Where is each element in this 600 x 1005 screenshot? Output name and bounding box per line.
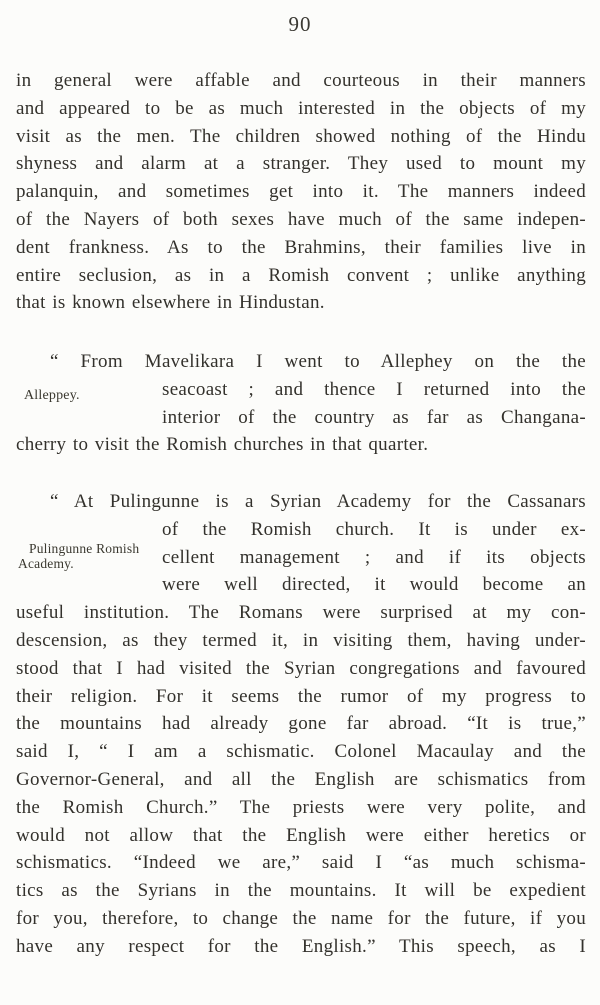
text-line: palanquin, and sometimes get into it. The manners indeed [16,181,586,203]
text-line: their religion. For it seems the rumor of my progress to [16,685,586,707]
text-line: tics as the Syrians in the mountains. It will be expedient [16,880,586,902]
text-line: and appeared to be as much interested in the objects of my [16,97,586,119]
paragraph-2 [16,348,586,459]
text-line: said I, “ I am a schismatic. Colonel Macaulay and the [16,741,586,763]
text-line: “ At Pulingunne is a Syrian Academy for the Cassanars [50,491,586,512]
text-line: visit as the men. The children showed nothing of the Hindu [16,125,586,147]
text-line: useful institution. The Romans were surprised at my con- [16,602,586,624]
text-line: of the Romish church. It is under ex- [162,518,586,540]
text-line: stood that I had visited the Syrian congregations and favoured [16,657,586,679]
text-line: have any respect for the English.” This speech, as I [16,935,586,957]
text-line: for you, therefore, to change the name for the future, if you [16,907,586,929]
text-line: were well directed, it would become an [162,574,586,596]
text-line: descension, as they termed it, in visiting them, having under- [16,629,586,651]
paragraph-1 [16,67,586,317]
page-number: 90 [288,12,312,36]
text-line: cherry to visit the Romish churches in that quarter. [16,434,429,456]
text-line: in general were affable and courteous in their manners [16,70,586,91]
text-line: seacoast ; and thence I returned into the [162,378,586,400]
margin-note-pulingunne-line2: Academy. [18,556,74,571]
margin-note-pulingunne-line1: Pulingunne Romish [29,541,140,556]
text-line: entire seclusion, as in a Romish convent ; unlike anything [16,264,586,286]
text-line: would not allow that the English were either heretics or [16,824,586,846]
text-line: of the Nayers of both sexes have much of the same indepen- [16,208,586,230]
paragraph-3 [16,488,586,961]
text-line: the Romish Church.” The priests were very polite, and [16,796,586,818]
text-line: schismatics. “Indeed we are,” said I “as much schisma- [16,852,586,874]
text-line: shyness and alarm at a stranger. They used to mount my [16,153,586,175]
text-line: interior of the country as far as Changana- [162,406,586,428]
text-line: the mountains had already gone far abroad. “It is true,” [16,713,586,735]
text-line: “ From Mavelikara I went to Allephey on the the [50,351,586,372]
text-line: Governor-General, and all the English are schismatics from [16,768,586,790]
margin-note-alleppey: Alleppey. [24,388,80,403]
text-line: cellent management ; and if its objects [162,546,586,568]
text-line: that is known elsewhere in Hindustan. [16,292,325,314]
text-line: dent frankness. As to the Brahmins, their families live in [16,236,586,258]
